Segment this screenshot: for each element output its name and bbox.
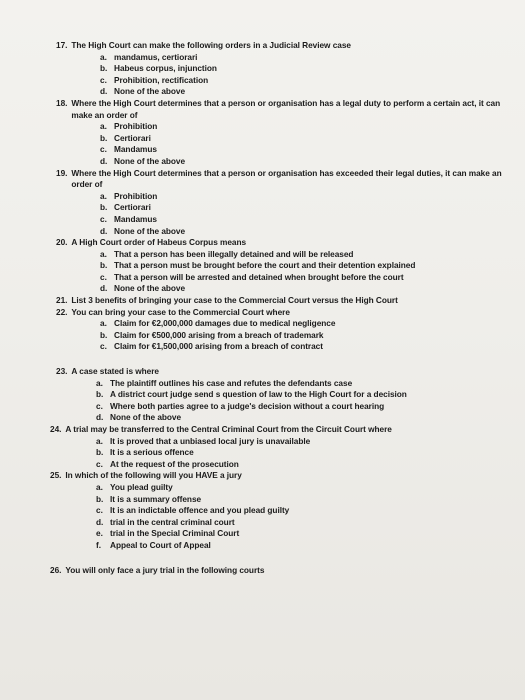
- option-d: d. trial in the central criminal court: [96, 516, 235, 527]
- options: [100, 249, 516, 295]
- question-23: [56, 366, 516, 424]
- option-d: d. None of the above: [100, 225, 186, 236]
- option-b: b. Habeus corpus, injunction: [100, 63, 217, 74]
- options: [100, 318, 516, 353]
- question-number: 25.: [50, 470, 62, 481]
- option-c: c. Mandamus: [100, 144, 157, 155]
- question-text: A trial may be transferred to the Central Criminal Court from the Circuit Court where: [65, 424, 392, 434]
- option-a: a. You plead guilty: [96, 481, 173, 492]
- options: [100, 191, 516, 237]
- option-a: a. Claim for €2,000,000 damages due to medical negligence: [100, 318, 336, 329]
- option-a: a. It is proved that a unbiased local jury is unavailable: [96, 435, 311, 446]
- option-c: c. Mandamus: [100, 213, 157, 224]
- question-list: [50, 40, 516, 576]
- option-f: f. Appeal to Court of Appeal: [96, 539, 211, 550]
- question-text: A case stated is where: [71, 366, 159, 377]
- option-c: c. That a person will be arrested and detained when brought before the court: [100, 271, 404, 282]
- question-number: 19.: [56, 167, 68, 178]
- question-number: 20.: [56, 237, 68, 248]
- option-d: d. None of the above: [100, 155, 186, 166]
- question-text: A High Court order of Habeus Corpus means: [71, 237, 247, 248]
- question-number: 21.: [56, 295, 68, 306]
- option-b: b. It is a summary offense: [96, 493, 202, 504]
- option-a: a. mandamus, certiorari: [100, 51, 198, 62]
- question-text: The High Court can make the following orders in a Judicial Review case: [71, 40, 351, 50]
- option-d: d. None of the above: [100, 283, 186, 294]
- option-b: b. A district court judge send s question of law to the High Court for a decision: [96, 389, 407, 400]
- question-number: 18.: [56, 97, 68, 108]
- options: [96, 436, 516, 471]
- options: [96, 482, 516, 552]
- question-number: 22.: [56, 306, 68, 317]
- question-text: Where the High Court determines that a person or organisation has exceeded their legal duties, it can make an order of: [71, 167, 502, 190]
- options: [96, 378, 516, 424]
- question-17: [56, 40, 516, 98]
- question-22: [56, 307, 516, 353]
- option-c: c. Where both parties agree to a judge's decision without a court hearing: [96, 400, 385, 411]
- question-text: You can bring your case to the Commercial Court where: [71, 306, 290, 317]
- question-20: [56, 237, 516, 295]
- question-number: 17.: [56, 40, 68, 50]
- question-24: [50, 424, 516, 470]
- question-number: 26.: [50, 564, 62, 575]
- question-21: [56, 295, 516, 307]
- option-c: c. Prohibition, rectification: [100, 74, 209, 85]
- option-b: b. Certiorari: [100, 132, 151, 143]
- option-b: b. That a person must be brought before the court and their detention explained: [100, 260, 416, 271]
- question-text: In which of the following will you HAVE a jury: [65, 470, 242, 481]
- option-a: a. Prohibition: [100, 121, 158, 132]
- option-d: d. None of the above: [100, 86, 186, 97]
- question-text: Where the High Court determines that a person or organisation has a legal duty to perform a certain act, it can make an order of: [71, 97, 501, 120]
- options: [100, 121, 516, 167]
- option-a: a. That a person has been illegally detained and will be released: [100, 248, 354, 259]
- question-19: [56, 168, 516, 238]
- option-c: c. It is an indictable offence and you plead guilty: [96, 505, 290, 516]
- option-d: d. None of the above: [96, 412, 182, 423]
- question-18: [56, 98, 516, 168]
- option-b: b. It is a serious offence: [96, 447, 194, 458]
- question-number: 24.: [50, 424, 62, 434]
- option-a: a. The plaintiff outlines his case and refutes the defendants case: [96, 377, 353, 388]
- question-text: List 3 benefits of bringing your case to the Commercial Court versus the High Court: [71, 295, 398, 306]
- question-26: [50, 565, 516, 577]
- question-text: You will only face a jury trial in the following courts: [65, 564, 265, 575]
- options: [100, 52, 516, 98]
- option-c: c. At the request of the prosecution: [96, 458, 239, 469]
- question-number: 23.: [56, 366, 68, 377]
- option-b: b. Certiorari: [100, 202, 151, 213]
- option-a: a. Prohibition: [100, 190, 158, 201]
- question-25: [50, 470, 516, 551]
- option-b: b. Claim for €500,000 arising from a breach of trademark: [100, 329, 324, 340]
- option-c: c. Claim for €1,500,000 arising from a breach of contract: [100, 341, 323, 352]
- option-e: e. trial in the Special Criminal Court: [96, 528, 240, 539]
